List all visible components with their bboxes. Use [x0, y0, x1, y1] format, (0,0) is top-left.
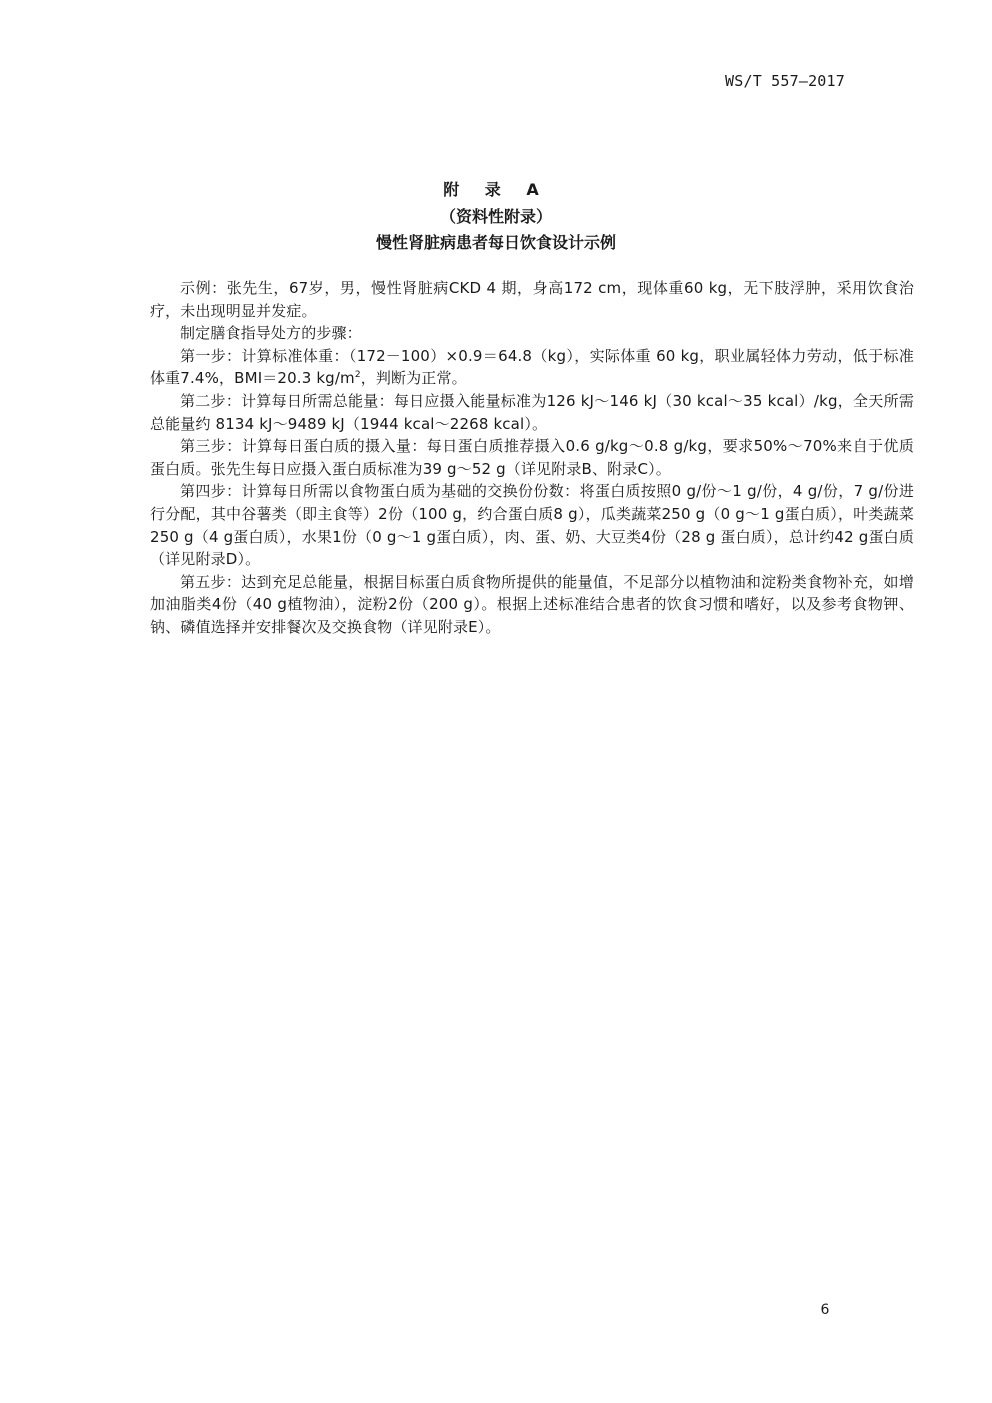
annex-label: 附 录 A [443, 180, 549, 199]
standard-number: WS/T 557—2017 [725, 72, 845, 90]
annex-title: 慢性肾脏病患者每日饮食设计示例 [375, 233, 616, 252]
step-1-text-end: ，判断为正常。 [360, 369, 467, 388]
superscript-2: 2 [354, 370, 361, 381]
paragraph-step-1 [150, 345, 914, 390]
page-number: 6 [820, 1302, 830, 1318]
paragraph-steps-intro: 制定膳食指导处方的步骤： [180, 324, 362, 343]
paragraph-step-2: 第二步：计算每日所需总能量：每日应摄入能量标准为126 kJ～146 kJ（30 kcal～35 kcal）/kg，全天所需总能量约 8134 kJ～9489 kJ（1944 kcal～2268 kcal）。 [150, 391, 914, 433]
paragraph-example: 示例：张先生，67岁，男，慢性肾脏病CKD 4 期，身高172 cm，现体重60 kg，无下肢浮肿，采用饮食治疗，未出现明显并发症。 [150, 279, 914, 320]
paragraph-step-5: 第五步：达到充足总能量，根据目标蛋白质食物所提供的能量值，不足部分以植物油和淀粉类食物补充，如增加油脂类4份（40 g植物油），淀粉2份（200 g）。根据上述标准结合患者的饮食习惯和嗜好，以及参考食物钾、钠、磷值选择并安排餐次及交换食物（详见附录E）。 [150, 572, 914, 636]
paragraph-step-3: 第三步：计算每日蛋白质的摄入量：每日蛋白质推荐摄入0.6 g/kg～0.8 g/kg，要求50%～70%来自于优质蛋白质。张先生每日应摄入蛋白质标准为39 g～52 g（详见附录B、附录C）。 [150, 437, 914, 478]
step-1-text: 第一步：计算标准体重：（172－100）×0.9＝64.8（kg），实际体重 60 kg，职业属轻体力劳动，低于标准体重7.4%，BMI＝20.3 kg/m [150, 346, 914, 388]
annex-body [150, 277, 914, 639]
annex-heading [150, 178, 842, 256]
paragraph-step-4: 第四步：计算每日所需以食物蛋白质为基础的交换份份数：将蛋白质按照0 g/份～1 g/份，4 g/份，7 g/份进行分配，其中谷薯类（即主食等）2份（100 g，约合蛋白质8 g），瓜类蔬菜250 g（0 g～1 g蛋白质），叶类蔬菜250 g（4 g蛋白质），水果1份（0 g～1 g蛋白质），肉、蛋、奶、大豆类4份（28 g 蛋白质），总计约42 g蛋白质（详见附录D）。 [150, 482, 914, 569]
annex-nature: （资料性附录） [439, 207, 552, 226]
